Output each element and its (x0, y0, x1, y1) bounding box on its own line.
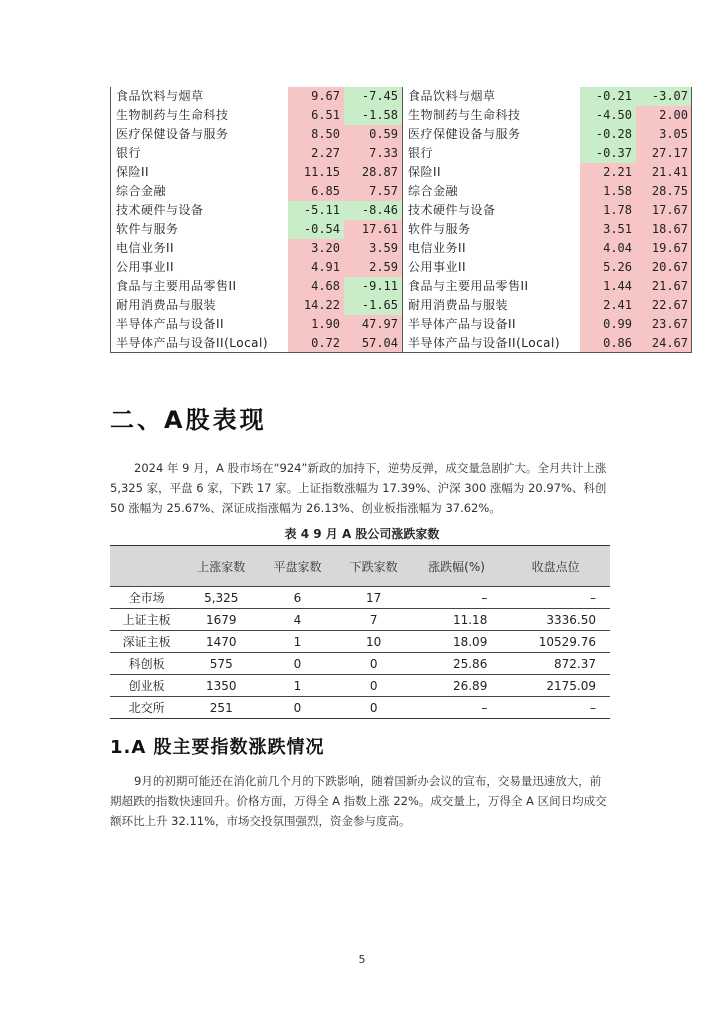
sector-name-cell: 耐用消费品与服装 (408, 298, 509, 312)
sector-value-cell: -9.11 (344, 277, 402, 296)
sector-value-cell: 28.87 (344, 163, 402, 182)
sector-value-cell: -0.21 (580, 87, 636, 106)
sector-value-cell: 2.27 (288, 144, 344, 163)
sector-value-cell: 4.68 (288, 277, 344, 296)
table-cell: – (412, 587, 502, 609)
sector-value-cell: 1.78 (580, 201, 636, 220)
sector-value-cell: 4.91 (288, 258, 344, 277)
sector-value-cell: -0.54 (288, 220, 344, 239)
sector-name-cell: 保险II (116, 165, 150, 179)
sector-name-cell: 食品饮料与烟草 (116, 89, 204, 103)
sector-name-cell: 综合金融 (408, 184, 459, 198)
sector-row (110, 239, 692, 258)
section-heading: 二、A股表现 (110, 406, 267, 434)
sector-value-cell: -0.37 (580, 144, 636, 163)
table-cell: – (501, 697, 610, 719)
table-cell: 872.37 (501, 653, 610, 675)
table-cell: 0 (259, 697, 335, 719)
sector-value-cell: 4.04 (580, 239, 636, 258)
table-cell: 4 (259, 609, 335, 631)
sector-value-cell: 20.67 (636, 258, 692, 277)
table-cell: 1679 (183, 609, 259, 631)
sector-value-cell: 0.99 (580, 315, 636, 334)
sector-row (110, 315, 692, 334)
sector-value-cell: 47.97 (344, 315, 402, 334)
table-cell: 11.18 (412, 609, 502, 631)
table-header-cell: 上涨家数 (183, 546, 259, 587)
sector-value-cell: -0.28 (580, 125, 636, 144)
table-row (110, 609, 610, 631)
table-cell: 18.09 (412, 631, 502, 653)
table-cell: 25.86 (412, 653, 502, 675)
table-cell: 1350 (183, 675, 259, 697)
table-cell: 26.89 (412, 675, 502, 697)
table-cell: 北交所 (110, 697, 183, 719)
sector-value-cell: 2.00 (636, 106, 692, 125)
sector-value-cell: 21.67 (636, 277, 692, 296)
table-row (110, 697, 610, 719)
table-row (110, 631, 610, 653)
sector-value-cell: 0.72 (288, 334, 344, 353)
table-cell: 上证主板 (110, 609, 183, 631)
sector-value-cell: 57.04 (344, 334, 402, 353)
table-header-cell (110, 546, 183, 587)
sector-name-cell: 银行 (408, 146, 434, 160)
sector-value-cell: 21.41 (636, 163, 692, 182)
table-header-cell: 收盘点位 (501, 546, 610, 587)
sector-row (110, 277, 692, 296)
sector-name-cell: 公用事业II (408, 260, 467, 274)
page-number: 5 (358, 953, 366, 966)
sector-name-cell: 软件与服务 (116, 222, 179, 236)
sector-value-cell: 23.67 (636, 315, 692, 334)
sector-name-cell: 电信业务II (116, 241, 175, 255)
sector-name-cell: 生物制药与生命科技 (408, 108, 521, 122)
sector-value-cell: 27.17 (636, 144, 692, 163)
sector-row (110, 296, 692, 315)
table-header-cell: 平盘家数 (259, 546, 335, 587)
sector-value-cell: 5.26 (580, 258, 636, 277)
sector-row (110, 201, 692, 220)
sector-name-cell: 医疗保健设备与服务 (408, 127, 521, 141)
table-row (110, 587, 610, 609)
table-cell: 科创板 (110, 653, 183, 675)
table-cell: – (501, 587, 610, 609)
table-cell: 深证主板 (110, 631, 183, 653)
table-cell: 0 (336, 653, 412, 675)
table-cell: 7 (336, 609, 412, 631)
sector-name-cell: 公用事业II (116, 260, 175, 274)
table-row (110, 653, 610, 675)
sector-value-cell: -5.11 (288, 201, 344, 220)
sector-row (110, 87, 692, 106)
sector-value-cell: 14.22 (288, 296, 344, 315)
table-cell: 0 (259, 653, 335, 675)
sector-row (110, 125, 692, 144)
table-row (110, 675, 610, 697)
table-cell: 0 (336, 675, 412, 697)
sector-name-cell: 半导体产品与设备II (408, 317, 517, 331)
sector-value-cell: 0.59 (344, 125, 402, 144)
table-cell: 5,325 (183, 587, 259, 609)
table-caption: 表 4 9 月 A 股公司涨跌家数 (284, 527, 440, 541)
table-cell: 251 (183, 697, 259, 719)
sector-value-cell: 1.44 (580, 277, 636, 296)
sector-name-cell: 耐用消费品与服装 (116, 298, 217, 312)
table-cell: 10529.76 (501, 631, 610, 653)
sector-name-cell: 综合金融 (116, 184, 167, 198)
sector-name-cell: 半导体产品与设备II (116, 317, 225, 331)
sector-value-cell: 2.21 (580, 163, 636, 182)
sector-name-cell: 半导体产品与设备II(Local) (116, 336, 269, 350)
sector-value-cell: -4.50 (580, 106, 636, 125)
table-cell: – (412, 697, 502, 719)
sector-name-cell: 保险II (408, 165, 442, 179)
sector-value-cell: -1.65 (344, 296, 402, 315)
sector-value-cell: -7.45 (344, 87, 402, 106)
sector-value-cell: 8.50 (288, 125, 344, 144)
sector-name-cell: 半导体产品与设备II(Local) (408, 336, 561, 350)
sector-name-cell: 食品与主要用品零售II (408, 279, 529, 293)
sector-value-cell: 6.51 (288, 106, 344, 125)
sector-value-cell: -3.07 (636, 87, 692, 106)
table-cell: 创业板 (110, 675, 183, 697)
subsection-heading: 1.A 股主要指数涨跌情况 (110, 737, 325, 758)
sector-value-cell: 22.67 (636, 296, 692, 315)
sector-value-cell: 7.57 (344, 182, 402, 201)
sector-value-cell: 3.05 (636, 125, 692, 144)
sector-value-cell: -1.58 (344, 106, 402, 125)
a-share-table (110, 545, 610, 719)
table-cell: 2175.09 (501, 675, 610, 697)
sector-row (110, 220, 692, 239)
table-header-cell: 下跌家数 (336, 546, 412, 587)
sector-value-cell: 17.67 (636, 201, 692, 220)
sector-name-cell: 生物制药与生命科技 (116, 108, 229, 122)
sector-value-cell: 28.75 (636, 182, 692, 201)
table-cell: 17 (336, 587, 412, 609)
table-cell: 1 (259, 631, 335, 653)
subsection-paragraph: 9月的初期可能还在消化前几个月的下跌影响，随着国新办会议的宣布，交易量迅速放大，前期超跌的指数快速回升。价格方面，万得全 A 指数上涨 22%。成交量上，万得全 A 区间日均成交额环比上升 32.11%，市场交投氛围强烈，资金参与度高。 (110, 774, 607, 828)
sector-name-cell: 技术硬件与设备 (116, 203, 204, 217)
table-cell: 全市场 (110, 587, 183, 609)
sector-row (110, 182, 692, 201)
sector-name-cell: 食品与主要用品零售II (116, 279, 237, 293)
sector-value-cell: 2.41 (580, 296, 636, 315)
sector-name-cell: 食品饮料与烟草 (408, 89, 496, 103)
sector-value-cell: 7.33 (344, 144, 402, 163)
sector-name-cell: 医疗保健设备与服务 (116, 127, 229, 141)
sector-value-cell: 6.85 (288, 182, 344, 201)
sector-value-cell: 1.58 (580, 182, 636, 201)
sector-value-cell: 3.59 (344, 239, 402, 258)
sector-row (110, 163, 692, 182)
sector-row (110, 106, 692, 125)
table-cell: 6 (259, 587, 335, 609)
sector-value-cell: 3.20 (288, 239, 344, 258)
sector-value-cell: 1.90 (288, 315, 344, 334)
sector-value-cell: -8.46 (344, 201, 402, 220)
sector-value-cell: 19.67 (636, 239, 692, 258)
sector-name-cell: 软件与服务 (408, 222, 471, 236)
sector-row (110, 258, 692, 277)
sector-value-cell: 24.67 (636, 334, 692, 353)
sector-value-cell: 17.61 (344, 220, 402, 239)
table-cell: 3336.50 (501, 609, 610, 631)
table-cell: 0 (336, 697, 412, 719)
sector-value-cell: 2.59 (344, 258, 402, 277)
sector-value-cell: 9.67 (288, 87, 344, 106)
sector-value-cell: 0.86 (580, 334, 636, 353)
section-paragraph: 2024 年 9 月，A 股市场在“924”新政的加持下，逆势反弹，成交量急剧扩大。全月共计上涨 5,325 家，平盘 6 家，下跌 17 家。上证指数涨幅为 17.39%、沪深 300 涨幅为 20.97%、科创 50 涨幅为 25.67%、深证成指涨幅为 26.13%、创业板指涨幅为 37.62%。 (110, 461, 607, 515)
sector-value-cell: 3.51 (580, 220, 636, 239)
table-cell: 1470 (183, 631, 259, 653)
sector-value-cell: 18.67 (636, 220, 692, 239)
sector-table (110, 87, 692, 353)
table-header-cell: 涨跌幅(%) (412, 546, 502, 587)
table-cell: 575 (183, 653, 259, 675)
sector-name-cell: 电信业务II (408, 241, 467, 255)
sector-name-cell: 银行 (116, 146, 142, 160)
table-cell: 1 (259, 675, 335, 697)
table-cell: 10 (336, 631, 412, 653)
sector-row (110, 334, 692, 353)
sector-name-cell: 技术硬件与设备 (408, 203, 496, 217)
sector-value-cell: 11.15 (288, 163, 344, 182)
sector-row (110, 144, 692, 163)
